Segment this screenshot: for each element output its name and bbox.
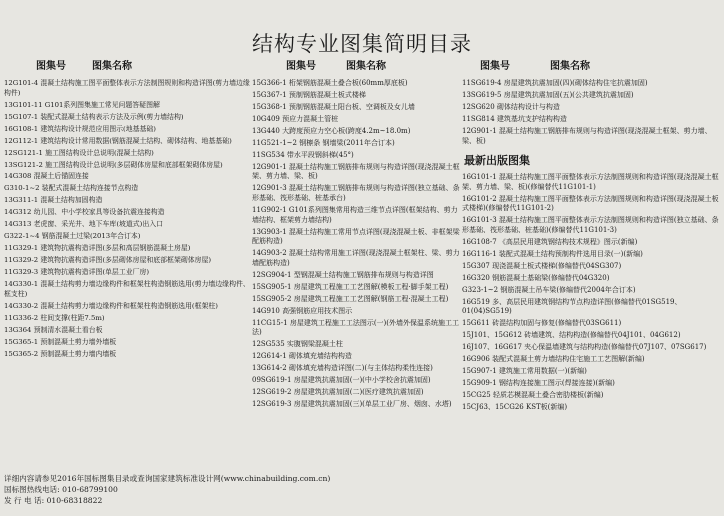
atlas-code: 11G329-1 <box>4 244 39 253</box>
atlas-code: 15G107-1 <box>4 112 39 121</box>
atlas-name: 混凝土结构施工常用节点详图(现浇混凝土板、非框架梁配筋构造) <box>252 227 460 246</box>
atlas-code: 12SG620 <box>462 102 495 111</box>
atlas-entry <box>462 274 724 284</box>
atlas-entry <box>462 238 724 248</box>
atlas-name: 砌体填充墙结构构造 <box>288 352 352 361</box>
atlas-code: 15J101、15G612 <box>462 331 522 340</box>
atlas-name: 预应力混凝土管桩 <box>282 114 339 123</box>
atlas-entry <box>462 115 724 125</box>
atlas-entry <box>4 149 252 159</box>
atlas-entry <box>462 355 724 365</box>
atlas-entry <box>462 79 724 89</box>
atlas-code: 16G320 <box>462 273 490 282</box>
atlas-name: 预制清水混凝土看台板 <box>33 325 103 334</box>
atlas-code: 15G611 <box>462 319 490 328</box>
atlas-name: 老虎窗、采光井、地下车库(坡道式)出入口 <box>33 220 164 229</box>
atlas-entry <box>252 352 460 362</box>
atlas-code: 13G364 <box>4 325 32 334</box>
atlas-name: 砌体填充墙构造详图(二)(与主体结构柔性连接) <box>288 364 433 373</box>
atlas-name: 预制混凝土剪力墙外墙板 <box>40 337 117 346</box>
atlas-name: 型钢混凝土结构施工钢筋排布规则与构造详图 <box>293 270 434 279</box>
atlas-code: 16G108-7 <box>462 237 497 246</box>
column-3 <box>462 60 724 415</box>
atlas-entry <box>462 173 724 192</box>
atlas-name: 混凝土结构施工图平面整体表示方法制图规则和构造详图(剪力墙边缘构件) <box>4 79 250 97</box>
atlas-name: 建筑物抗震构造详图(单层工业厂房) <box>40 268 150 277</box>
atlas-code: 12SG619-3 <box>252 400 292 409</box>
atlas-name: 混凝土结构常用施工详图(现浇混凝土框架柱、梁、剪力墙配筋构造) <box>252 249 460 267</box>
atlas-entry <box>462 403 724 413</box>
atlas-name: 混凝土结构施工图平面整体表示方法制图规则和构造详图(独立基础、条形基础、筏形基础、桩基础)(修编替代11G101-3) <box>462 216 719 234</box>
atlas-code: 16G101-3 <box>462 216 497 225</box>
atlas-name: 夹心保温墙建筑与结构构造(修编替代07J107、07SG617) <box>524 343 707 352</box>
atlas-name: 装配式混凝土结构连接节点构造 <box>41 184 139 193</box>
header-code: 图集号 <box>36 61 66 72</box>
atlas-code: 15G368-1 <box>252 102 287 111</box>
atlas-code: 14G312 <box>4 208 32 217</box>
atlas-code: 15G909-1 <box>462 379 497 388</box>
column-header <box>462 60 724 74</box>
atlas-entry <box>252 400 460 410</box>
atlas-name: 建筑结构设计常用数据(钢筋混凝土结构、砌体结构、地基基础) <box>40 136 232 145</box>
atlas-code: 15G367-1 <box>252 90 287 99</box>
header-code: 图集号 <box>286 61 316 72</box>
atlas-name: 钢筋混凝土基础梁(修编替代04G320) <box>492 273 610 282</box>
atlas-entry <box>252 228 460 247</box>
header-name: 图集名称 <box>550 61 590 72</box>
atlas-code: 11G329-2 <box>4 256 39 265</box>
atlas-name: 现浇混凝土板式楼梯(修编替代04SG307) <box>492 261 622 270</box>
atlas-name: 轻质芯模混凝土叠合密肋楼板(新编) <box>493 391 604 400</box>
atlas-entry <box>252 376 460 386</box>
atlas-code: 13SG121-2 <box>4 160 43 169</box>
atlas-entry <box>252 364 460 374</box>
atlas-entry <box>252 79 460 89</box>
atlas-entry <box>462 319 724 329</box>
atlas-name: 钢结构连接施工图示(焊接连接)(新编) <box>498 379 615 388</box>
atlas-name: 钢檩条 钢墙梁(2011年合订本) <box>299 138 395 147</box>
atlas-name: 钢筋混凝土过梁(2013年合订本) <box>41 232 141 241</box>
atlas-code: 10G409 <box>252 114 280 123</box>
atlas-code: 14G910 <box>252 306 280 315</box>
atlas-entry <box>252 340 460 350</box>
atlas-code: 12SG619-2 <box>252 388 292 397</box>
atlas-code: 12G901-1 <box>252 162 287 171</box>
atlas-code: 13G101-11 <box>4 100 43 109</box>
atlas-code: 14G903-2 <box>252 249 287 258</box>
atlas-code: 15SG905-2 <box>252 294 292 303</box>
atlas-code: 15G365-2 <box>4 349 39 358</box>
column-header <box>252 60 460 74</box>
atlas-entry <box>252 151 460 161</box>
atlas-code: 16J107、16G617 <box>462 343 522 352</box>
atlas-code: 13G440 <box>252 126 280 135</box>
atlas-name: 混凝土后锚固连接 <box>33 172 89 181</box>
atlas-name: 房屋建筑抗震加固(三)(单层工业厂房、烟囱、水塔) <box>293 400 452 409</box>
atlas-code: 11SG534 <box>252 150 285 159</box>
atlas-name: G101系列图集施工常见问题答疑图解 <box>44 100 160 109</box>
atlas-entry <box>462 127 724 146</box>
atlas-entry <box>4 113 252 123</box>
atlas-name: 房屋建筑工程施工工艺图解(钢筋工程·混凝土工程) <box>293 294 449 303</box>
atlas-entry <box>252 307 460 317</box>
atlas-entry <box>4 268 252 278</box>
atlas-name: 大跨度预应力空心板(跨度4.2m~18.0m) <box>282 126 411 135</box>
atlas-list-1 <box>4 79 252 359</box>
atlas-name: 混凝土结构加固构造 <box>40 196 103 205</box>
atlas-entry <box>462 286 724 296</box>
page-title: 结构专业图集简明目录 <box>252 32 472 56</box>
atlas-code: 16G116-1 <box>462 249 497 258</box>
atlas-name: 建筑物抗震构造详图(多层砌体房屋和底部框架砌体房屋) <box>40 256 212 265</box>
atlas-entry <box>252 184 460 203</box>
atlas-name: 房屋建筑工程施工工艺图解(模板工程·脚手架工程) <box>293 282 449 291</box>
atlas-code: 12SG121-1 <box>4 148 43 157</box>
atlas-code: G310-1~2 <box>4 184 40 193</box>
atlas-code: 11SG619-4 <box>462 79 502 87</box>
atlas-name: 房屋建筑抗震加固(五)(公共建筑抗震加固) <box>503 90 634 99</box>
atlas-name: 预制钢筋混凝土板式楼梯 <box>288 90 366 99</box>
atlas-name: 预制钢筋混凝土阳台板、空调板及女儿墙 <box>288 102 415 111</box>
atlas-code: 11G902-1 <box>252 206 287 215</box>
atlas-entry <box>4 280 252 299</box>
atlas-code: 12G901-1 <box>462 126 497 135</box>
atlas-entry <box>4 172 252 182</box>
atlas-code: 12G614-1 <box>252 352 287 361</box>
atlas-name: 装配式混凝土结构表示方法及示例(剪力墙结构) <box>40 112 184 121</box>
atlas-entry <box>4 101 252 111</box>
atlas-code: 16G519 <box>462 297 490 306</box>
atlas-entry <box>4 244 252 254</box>
atlas-entry <box>462 298 724 317</box>
header-name: 图集名称 <box>346 61 386 72</box>
atlas-code: 11SG814 <box>462 114 495 123</box>
atlas-code: 16G906 <box>462 355 490 364</box>
atlas-entry <box>462 391 724 401</box>
atlas-entry <box>462 367 724 377</box>
atlas-name: 幼儿园、中小学校家具等设备抗震连接构造 <box>33 208 165 217</box>
atlas-list-2 <box>252 79 460 410</box>
atlas-name: 多、高层民用建筑钢结构节点构造详图(修编替代01SG519、01(04)SG519) <box>462 297 682 316</box>
atlas-name: 预制混凝土剪力墙内墙板 <box>40 349 117 358</box>
atlas-entry <box>4 220 252 230</box>
atlas-entry <box>252 388 460 398</box>
atlas-name: 柱间支撑(柱距7.5m) <box>40 313 105 322</box>
atlas-entry <box>4 208 252 218</box>
atlas-entry <box>4 125 252 135</box>
footer <box>4 474 454 506</box>
atlas-code: 15G366-1 <box>252 79 287 87</box>
atlas-code: 15G365-1 <box>4 337 39 346</box>
atlas-code: 13G903-1 <box>252 227 287 236</box>
atlas-name: 带水平段钢斜梯(45°) <box>286 150 354 159</box>
atlas-entry <box>462 343 724 353</box>
atlas-name: 混凝土结构施工图平面整体表示方法制图规则和构造详图(现浇混凝土框架、剪力墙、梁、板)(修编替代11G101-1) <box>462 173 719 191</box>
atlas-entry <box>252 115 460 125</box>
atlas-entry <box>4 314 252 324</box>
footer-sales-phone: 发 行 电 话: 010-68318822 <box>4 495 103 505</box>
atlas-code: 15G907-1 <box>462 367 497 376</box>
atlas-code: G322-1~4 <box>4 232 40 241</box>
atlas-name: G101系列图集常用构造三维节点详图(框架结构、剪力墙结构、框架剪力墙结构) <box>252 206 458 224</box>
atlas-code: G323-1~2 <box>462 285 499 294</box>
atlas-code: 14G313 <box>4 220 32 229</box>
atlas-code: 11G336-2 <box>4 313 39 322</box>
atlas-entry <box>462 103 724 113</box>
atlas-entry <box>462 216 724 235</box>
atlas-entry <box>4 137 252 147</box>
atlas-name: 混凝土结构剪力墙边缘构件和框架柱构造钢筋选用(剪力墙边缘构件、框支柱) <box>4 280 250 298</box>
atlas-code: 12G901-3 <box>252 184 287 193</box>
atlas-entry <box>4 232 252 242</box>
atlas-code: 15CG25 <box>462 391 491 400</box>
column-2 <box>252 60 460 412</box>
atlas-code: 15CJ63、15CG26 <box>462 403 524 412</box>
atlas-name: 施工图结构设计总说明(多层砌体房屋和底部框架砌体房屋) <box>45 160 223 169</box>
atlas-name: 混凝土结构施工钢筋排布规则与构造详图(现浇混凝土框架、剪力墙、梁、板) <box>462 126 712 145</box>
atlas-code: 12G101-4 <box>4 79 39 87</box>
atlas-entry <box>462 250 724 260</box>
atlas-code: 11G521-1~2 <box>252 138 297 147</box>
atlas-entry <box>462 262 724 272</box>
header-code: 图集号 <box>480 61 510 72</box>
atlas-name: 建筑基坑支护结构构造 <box>496 114 567 123</box>
atlas-entry <box>462 195 724 214</box>
atlas-entry <box>252 163 460 182</box>
atlas-name: 高强钢筋应用技术图示 <box>282 306 353 315</box>
atlas-name: 装配式混凝土结构预制构件选用目录(一)(新编) <box>498 249 643 258</box>
atlas-entry <box>4 350 252 360</box>
atlas-name: 建筑结构设计规范应用图示(地基基础) <box>40 124 156 133</box>
atlas-code: 09SG619-1 <box>252 376 292 385</box>
atlas-name: 实腹钢梁混凝土柱 <box>286 340 343 349</box>
atlas-name: 施工图结构设计总说明(混凝土结构) <box>45 148 154 157</box>
atlas-code: 11G329-3 <box>4 268 39 277</box>
atlas-name: 房屋建筑工程施工工法图示(一)(外墙外保温系统施工工法) <box>252 318 460 337</box>
atlas-name: 砖墙建筑、结构构造(修编替代04J101、04G612) <box>524 331 681 340</box>
atlas-code: 14G330-2 <box>4 301 39 310</box>
atlas-entry <box>4 79 252 98</box>
atlas-code: 16G101-2 <box>462 194 497 203</box>
atlas-code: 15G307 <box>462 261 490 270</box>
atlas-name: 装配式混凝土剪力墙结构住宅施工工艺图解(新编) <box>492 355 645 364</box>
atlas-code: 12SG904-1 <box>252 270 292 279</box>
atlas-name: 房屋建筑抗震加固(一)(中小学校舍抗震加固) <box>293 376 431 385</box>
atlas-name: 建筑施工常用数据(一)(新编) <box>498 367 587 376</box>
atlas-code: 13SG619-5 <box>462 90 502 99</box>
atlas-entry <box>4 326 252 336</box>
atlas-entry <box>252 139 460 149</box>
atlas-entry <box>252 91 460 101</box>
atlas-name: 混凝土结构施工钢筋排布规则与构造详图(独立基础、条形基础、筏形基础、桩基承台) <box>252 184 460 203</box>
atlas-entry <box>462 331 724 341</box>
atlas-entry <box>252 206 460 225</box>
atlas-entry <box>4 184 252 194</box>
atlas-code: 13G614-2 <box>252 364 287 373</box>
atlas-name: 《高层民用建筑钢结构技术规程》图示(新编) <box>498 237 638 246</box>
atlas-entry <box>4 161 252 171</box>
atlas-name: 建筑物抗震构造详图(多层和高层钢筋混凝土房屋) <box>40 244 191 253</box>
atlas-code: 15SG905-1 <box>252 282 292 291</box>
atlas-name: 房屋建筑抗震加固(四)(砌体结构住宅抗震加固) <box>503 79 648 87</box>
atlas-code: 14G330-1 <box>4 280 39 289</box>
atlas-code: 12SG535 <box>252 340 285 349</box>
column-1 <box>4 60 252 362</box>
atlas-name: 砌体结构设计与构造 <box>496 102 560 111</box>
atlas-entry <box>252 295 460 305</box>
atlas-entry <box>252 127 460 137</box>
atlas-entry <box>252 249 460 268</box>
atlas-list-3b <box>462 173 724 413</box>
atlas-name: 钢筋混凝土吊车梁(修编替代2004年合订本) <box>500 285 636 294</box>
atlas-name: KST板(新编) <box>525 403 568 412</box>
header-name: 图集名称 <box>92 61 132 72</box>
atlas-entry <box>4 302 252 312</box>
atlas-name: 房屋建筑抗震加固(二)(医疗建筑抗震加固) <box>293 388 424 397</box>
atlas-entry <box>4 338 252 348</box>
footer-hotline: 国标图热线电话: 010-68799100 <box>4 484 118 494</box>
atlas-name: 混凝土结构施工图平面整体表示方法制图规则和构造详图(现浇混凝土板式楼梯)(修编替代11G101-2) <box>462 194 719 213</box>
atlas-name: 混凝土结构施工钢筋排布规则与构造详图(现浇混凝土框架、剪力墙、梁、板) <box>252 162 460 181</box>
atlas-entry <box>462 379 724 389</box>
atlas-name: 桁架钢筋混凝土叠合板(60mm厚底板) <box>288 79 408 87</box>
atlas-entry <box>252 103 460 113</box>
column-header <box>4 60 252 74</box>
atlas-name: 砖混结构加固与修复(修编替代03SG611) <box>492 319 622 328</box>
atlas-code: 11CG15-1 <box>252 318 288 327</box>
atlas-code: 13G311-1 <box>4 196 39 205</box>
atlas-list-3a <box>462 79 724 146</box>
atlas-entry <box>252 319 460 338</box>
atlas-entry <box>4 196 252 206</box>
footer-info: 详细内容请参见2016年国标图集目录或查询国家建筑标准设计网(www.chinabuilding.com.cn) <box>4 474 331 483</box>
atlas-code: 16G108-1 <box>4 124 39 133</box>
new-section-title: 最新出版图集 <box>464 154 530 168</box>
atlas-code: 16G101-1 <box>462 173 497 182</box>
atlas-entry <box>252 271 460 281</box>
atlas-code: 12G112-1 <box>4 136 39 145</box>
atlas-entry <box>4 256 252 266</box>
atlas-entry <box>462 91 724 101</box>
atlas-entry <box>252 283 460 293</box>
atlas-name: 混凝土结构剪力墙边缘构件和框架柱构造钢筋选用(框架柱) <box>40 301 218 310</box>
atlas-code: 14G308 <box>4 172 32 181</box>
